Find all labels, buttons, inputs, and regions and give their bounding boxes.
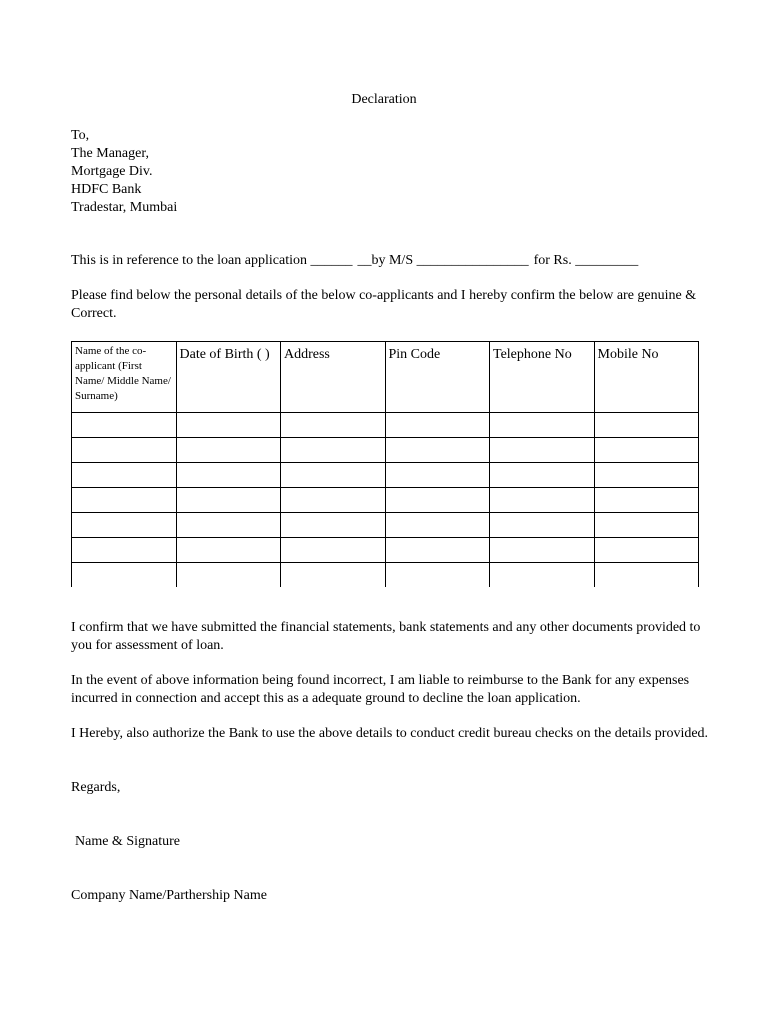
- table-cell[interactable]: [385, 488, 490, 513]
- reference-amount: for Rs. _________: [533, 253, 639, 268]
- table-cell[interactable]: [490, 513, 595, 538]
- table-cell[interactable]: [490, 538, 595, 563]
- address-line: HDFC Bank: [71, 182, 142, 197]
- table-cell[interactable]: [490, 563, 595, 588]
- table-cell[interactable]: [594, 488, 699, 513]
- header-mobile: Mobile No: [594, 342, 699, 413]
- table-cell[interactable]: [281, 413, 386, 438]
- table-cell[interactable]: [176, 438, 281, 463]
- recipient-address: [71, 127, 177, 217]
- table-cell[interactable]: [385, 538, 490, 563]
- table-cell[interactable]: [72, 463, 177, 488]
- header-telephone: Telephone No: [490, 342, 595, 413]
- header-address: Address: [281, 342, 386, 413]
- confirmation-paragraph: I confirm that we have submitted the financial statements, bank statements and any other documents provided to you for assessment of loan.: [71, 620, 701, 653]
- liability-paragraph: In the event of above information being found incorrect, I am liable to reimburse to the Bank for any expenses incurred in connection and accept this as a adequate ground to decline the loan application.: [71, 673, 690, 706]
- table-header-row: [72, 342, 699, 413]
- address-line: The Manager,: [71, 146, 149, 161]
- table-row: [72, 413, 699, 438]
- address-line: To,: [71, 128, 90, 143]
- table-row: [72, 513, 699, 538]
- table-cell[interactable]: [176, 538, 281, 563]
- table-cell[interactable]: [385, 438, 490, 463]
- table-cell[interactable]: [176, 513, 281, 538]
- table-row: [72, 463, 699, 488]
- table-cell[interactable]: [281, 438, 386, 463]
- address-line: Mortgage Div.: [71, 164, 153, 179]
- table-cell[interactable]: [490, 488, 595, 513]
- address-line: Tradestar, Mumbai: [71, 200, 178, 215]
- table-cell[interactable]: [72, 513, 177, 538]
- table-cell[interactable]: [490, 438, 595, 463]
- table-cell[interactable]: [385, 463, 490, 488]
- table-cell[interactable]: [176, 413, 281, 438]
- table-body: [72, 413, 699, 588]
- table-cell[interactable]: [490, 463, 595, 488]
- table-cell[interactable]: [385, 413, 490, 438]
- table-cell[interactable]: [281, 463, 386, 488]
- table-cell[interactable]: [490, 413, 595, 438]
- company-name-label: Company Name/Parthership Name: [71, 888, 267, 903]
- reference-application: This is in reference to the loan application ______: [71, 253, 353, 268]
- intro-paragraph: Please find below the personal details of the below co-applicants and I hereby confirm the below are genuine & Correct.: [71, 288, 697, 321]
- reference-line: [71, 252, 711, 270]
- table-cell[interactable]: [281, 563, 386, 588]
- table-cell[interactable]: [281, 488, 386, 513]
- header-date-of-birth: Date of Birth ( ): [176, 342, 281, 413]
- table-cell[interactable]: [176, 463, 281, 488]
- reference-company: __by M/S ________________: [357, 253, 529, 268]
- header-name: Name of the co-applicant (First Name/ Middle Name/ Surname): [72, 342, 177, 413]
- table-cell[interactable]: [594, 513, 699, 538]
- table-cell[interactable]: [72, 488, 177, 513]
- table-row: [72, 563, 699, 588]
- table-cell[interactable]: [281, 513, 386, 538]
- table-cell[interactable]: [594, 463, 699, 488]
- signature-label: Name & Signature: [75, 834, 180, 849]
- table-row: [72, 488, 699, 513]
- document-title: Declaration: [351, 92, 417, 107]
- table-cell[interactable]: [281, 538, 386, 563]
- table-cell[interactable]: [594, 413, 699, 438]
- table-row: [72, 538, 699, 563]
- table-cell[interactable]: [176, 488, 281, 513]
- table-cell[interactable]: [72, 438, 177, 463]
- regards-text: Regards,: [71, 780, 121, 795]
- table-row: [72, 438, 699, 463]
- co-applicant-table: [71, 341, 699, 587]
- table-cell[interactable]: [594, 563, 699, 588]
- table-cell[interactable]: [594, 438, 699, 463]
- authorization-paragraph: I Hereby, also authorize the Bank to use the above details to conduct credit bureau checks on the details provided.: [71, 726, 709, 741]
- header-pin-code: Pin Code: [385, 342, 490, 413]
- table-cell[interactable]: [594, 538, 699, 563]
- table-cell[interactable]: [176, 563, 281, 588]
- table-cell[interactable]: [385, 563, 490, 588]
- table-cell[interactable]: [385, 513, 490, 538]
- table-cell[interactable]: [72, 413, 177, 438]
- table-cell[interactable]: [72, 538, 177, 563]
- table-cell[interactable]: [72, 563, 177, 588]
